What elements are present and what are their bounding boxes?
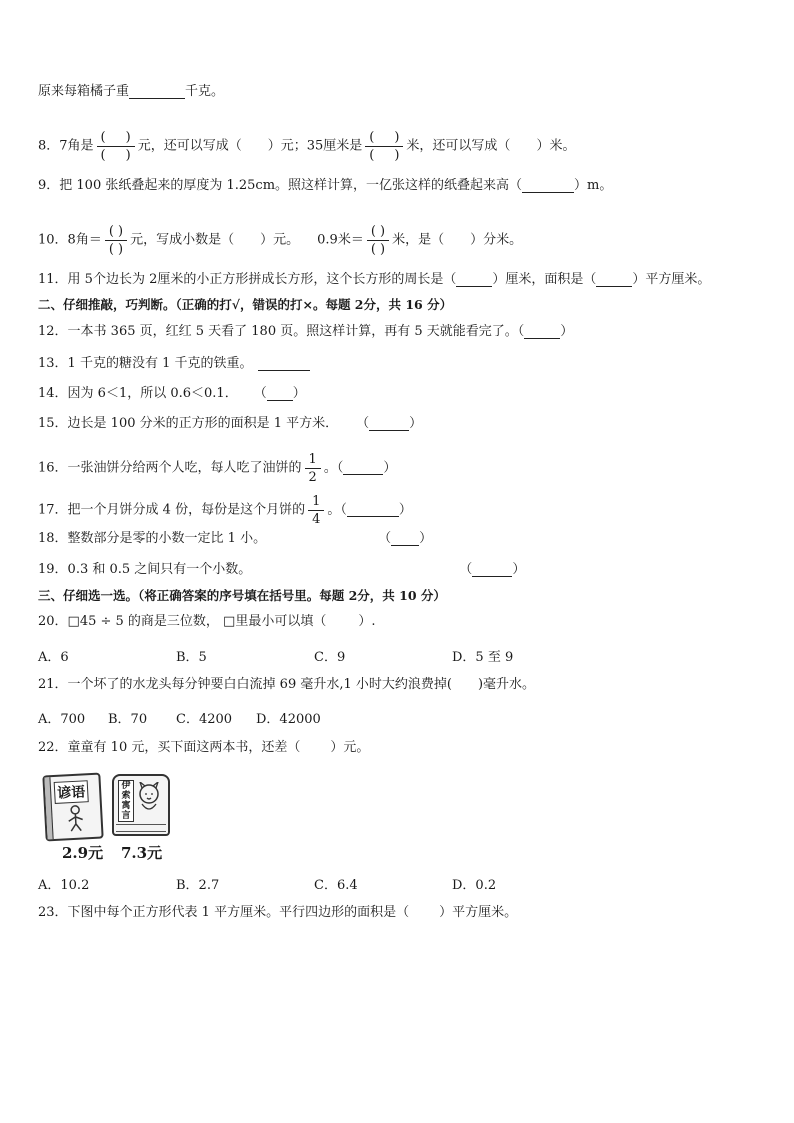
fraction-blank[interactable]: $\frac{( )}{( )}$ bbox=[365, 130, 403, 163]
q14-text: 14．因为 6＜1，所以 0.6＜0.1． bbox=[38, 386, 238, 401]
answer-blank[interactable] bbox=[267, 388, 293, 401]
q23-text: 23．下图中每个正方形代表 1 平方厘米。平行四边形的面积是（ bbox=[38, 905, 410, 920]
q21-text: 21．一个坏了的水龙头每分钟要白白流掉 69 毫升水,1 小时大约浪费掉( bbox=[38, 677, 452, 692]
option-a[interactable]: A．700 bbox=[38, 712, 86, 727]
answer-blank[interactable] bbox=[347, 504, 399, 517]
q9-text: 9．把 100 张纸叠起来的厚度为 1.25cm。照这样计算，一亿张这样的纸叠起来高（ bbox=[38, 178, 523, 193]
option-c[interactable]: C．9 bbox=[314, 650, 346, 665]
option-d[interactable]: D．0.2 bbox=[452, 878, 497, 893]
question-20 bbox=[38, 614, 375, 631]
q17-text: 17．把一个月饼分成 4 份，每份是这个月饼的 bbox=[38, 502, 306, 518]
q10-text: ）分米。 bbox=[470, 232, 523, 248]
book-price: 7.3元 bbox=[121, 844, 163, 862]
fox-icon bbox=[134, 782, 164, 816]
q7-text: 原来每箱橘子重 bbox=[38, 84, 130, 99]
option-c[interactable]: C．4200 bbox=[176, 712, 233, 727]
book-title: 谚语 bbox=[54, 780, 89, 804]
question-15: 15．边长是 100 分米的正方形的面积是 1 平方米． （ ） bbox=[38, 416, 423, 431]
q22-text: 22．童童有 10 元，买下面这两本书，还差（ bbox=[38, 740, 301, 755]
option-c[interactable]: C．6.4 bbox=[314, 878, 358, 893]
book-price: 2.9元 bbox=[62, 844, 104, 862]
q12-text: ） bbox=[560, 324, 574, 339]
answer-blank[interactable] bbox=[369, 418, 409, 431]
answer-blank[interactable] bbox=[129, 86, 185, 99]
fraction-blank[interactable]: $\frac{( )}{( )}$ bbox=[105, 224, 127, 257]
option-b[interactable]: B．70 bbox=[108, 712, 148, 727]
section-heading-3: 三、仔细选一选。（将正确答案的序号填在括号里。每题 2分，共 10 分） bbox=[38, 588, 446, 603]
q21-text: )毫升水。 bbox=[477, 677, 536, 692]
fraction-blank[interactable]: $\frac{( )}{( )}$ bbox=[97, 130, 135, 163]
q8-text: 元，还可以写成（ bbox=[137, 138, 242, 154]
question-8 bbox=[38, 130, 575, 163]
q10-text: 元，写成小数是（ bbox=[130, 232, 235, 248]
answer-blank[interactable] bbox=[343, 462, 383, 475]
q13-text: 13．1 千克的糖没有 1 千克的铁重。 bbox=[38, 356, 253, 371]
q8-text: ）元；35厘米是 bbox=[267, 138, 363, 154]
q12-text: 12．一本书 365 页，红红 5 天看了 180 页。照这样计算，再有 5 天就能看完了。（ bbox=[38, 324, 525, 339]
option-b[interactable]: B．2.7 bbox=[176, 878, 220, 893]
question-16: 16．一张油饼分给两个人吃，每人吃了油饼的 $\frac{1}{2}$ 。（ ） bbox=[38, 452, 397, 485]
fraction: $\frac{1}{2}$ bbox=[305, 452, 321, 485]
answer-blank[interactable] bbox=[391, 533, 419, 546]
question-10 bbox=[38, 224, 522, 257]
question-14: 14．因为 6＜1，所以 0.6＜0.1． （ ） bbox=[38, 386, 306, 401]
option-d[interactable]: D．42000 bbox=[256, 712, 321, 727]
question-21 bbox=[38, 677, 535, 694]
q10-text: 10．8角＝ bbox=[38, 232, 102, 248]
q20-text: 20．□45 ÷ 5 的商是三位数， □里最小可以填（ bbox=[38, 614, 327, 629]
q18-text: 18．整数部分是零的小数一定比 1 小。 bbox=[38, 531, 267, 546]
book-fables-image bbox=[112, 774, 170, 836]
question-12 bbox=[38, 324, 573, 341]
question-19: 19．0.3 和 0.5 之间只有一个小数。 （ ） bbox=[38, 562, 526, 577]
q7-text: 千克。 bbox=[185, 84, 225, 99]
q10-text: ）元。 bbox=[260, 232, 300, 248]
q11-text: ）厘米，面积是（ bbox=[492, 272, 597, 287]
question-18: 18．整数部分是零的小数一定比 1 小。 （ ） bbox=[38, 531, 433, 546]
option-a[interactable]: A．10.2 bbox=[38, 878, 90, 893]
fraction: $\frac{1}{4}$ bbox=[308, 494, 324, 527]
q22-text: ）元。 bbox=[330, 740, 370, 755]
answer-blank[interactable] bbox=[524, 326, 560, 339]
question-22 bbox=[38, 740, 369, 757]
q16-text: 16．一张油饼分给两个人吃，每人吃了油饼的 bbox=[38, 460, 302, 476]
figure-icon bbox=[60, 803, 91, 833]
q8-text: 米，还可以写成（ bbox=[406, 138, 511, 154]
q10-text: 0.9米＝ bbox=[317, 232, 364, 248]
answer-blank[interactable] bbox=[522, 180, 574, 193]
q20-text: ）. bbox=[358, 614, 376, 629]
q9-text: ）m。 bbox=[574, 178, 613, 193]
q7-tail bbox=[38, 84, 224, 101]
q10-text: 米，是（ bbox=[392, 232, 445, 248]
question-11 bbox=[38, 272, 710, 289]
q8-text: ）米。 bbox=[536, 138, 576, 154]
option-b[interactable]: B．5 bbox=[176, 650, 207, 665]
q23-text: ）平方厘米。 bbox=[439, 905, 518, 920]
section-heading-2: 二、仔细推敲，巧判断。（正确的打√，错误的打×。每题 2分，共 16 分） bbox=[38, 297, 453, 312]
option-a[interactable]: A．6 bbox=[38, 650, 69, 665]
book-title: 伊索寓言 bbox=[118, 780, 134, 822]
fraction-blank[interactable]: $\frac{( )}{( )}$ bbox=[367, 224, 389, 257]
answer-blank[interactable] bbox=[596, 274, 632, 287]
question-13 bbox=[38, 356, 310, 373]
question-9 bbox=[38, 178, 612, 195]
q15-text: 15．边长是 100 分米的正方形的面积是 1 平方米． bbox=[38, 416, 339, 431]
answer-blank[interactable] bbox=[456, 274, 492, 287]
q11-text: ）平方厘米。 bbox=[632, 272, 711, 287]
q11-text: 11．用 5个边长为 2厘米的小正方形拼成长方形，这个长方形的周长是（ bbox=[38, 272, 457, 287]
answer-blank[interactable] bbox=[258, 358, 310, 371]
answer-blank[interactable] bbox=[472, 564, 512, 577]
book-proverbs-image bbox=[42, 773, 103, 842]
q8-text: 8．7角是 bbox=[38, 138, 94, 154]
q19-text: 19．0.3 和 0.5 之间只有一个小数。 bbox=[38, 562, 252, 577]
question-23 bbox=[38, 905, 517, 922]
question-17: 17．把一个月饼分成 4 份，每份是这个月饼的 $\frac{1}{4}$ 。（ ） bbox=[38, 494, 412, 527]
option-d[interactable]: D．5 至 9 bbox=[452, 650, 514, 665]
